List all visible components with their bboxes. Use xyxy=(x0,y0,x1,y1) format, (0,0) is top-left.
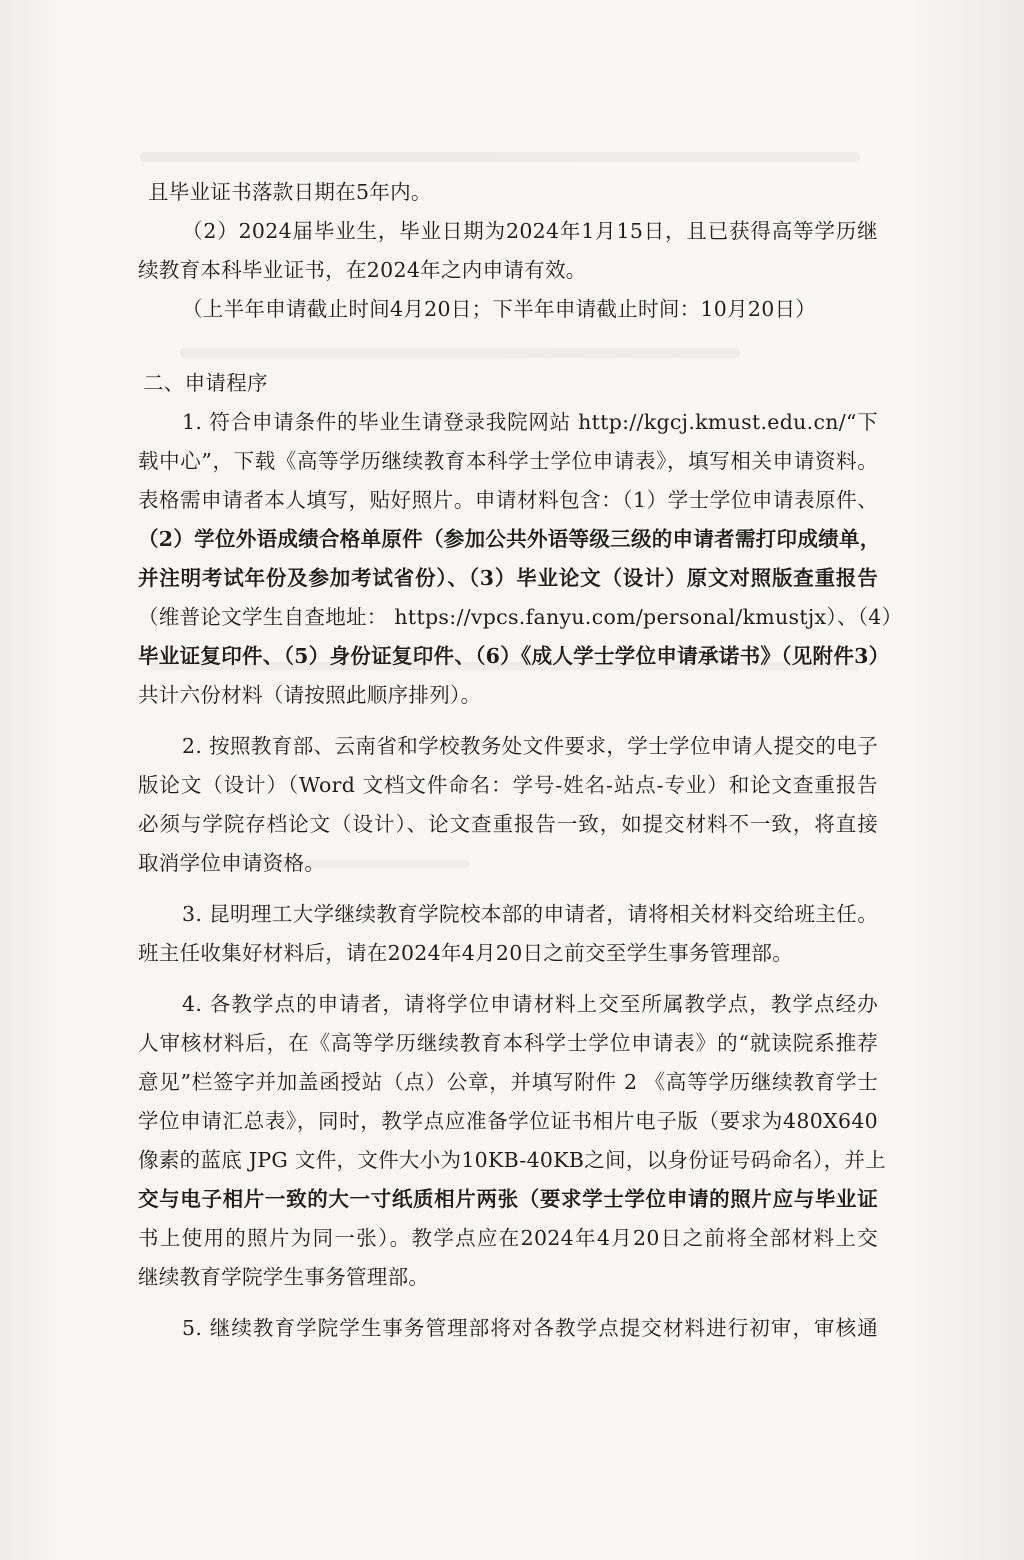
text-line: 共计六份材料（请按照此顺序排列）。 xyxy=(138,683,482,707)
text-line: 毕业证复印件、（5）身份证复印件、（6）《成人学士学位申请承诺书》（见附件3） xyxy=(138,644,890,668)
text-line: 1. 符合申请条件的毕业生请登录我院网站 http://kgcj.kmust.edu.cn/“下 xyxy=(182,410,878,434)
text-line: 意见”栏签字并加盖函授站（点）公章，并填写附件 2 《高等学历继续教育学士 xyxy=(138,1070,878,1094)
text-line: 2. 按照教育部、云南省和学校教务处文件要求，学士学位申请人提交的电子 xyxy=(182,734,878,758)
text-line: 版论文（设计）（Word 文档文件命名：学号-姓名-站点-专业）和论文查重报告 xyxy=(138,773,878,797)
text-line: 人审核材料后，在《高等学历继续教育本科学士学位申请表》的“就读院系推荐 xyxy=(138,1031,878,1055)
text-line: 4. 各教学点的申请者，请将学位申请材料上交至所属教学点，教学点经办 xyxy=(182,992,878,1016)
text-line: 且毕业证书落款日期在5年内。 xyxy=(148,180,432,204)
text-line: 取消学位申请资格。 xyxy=(138,851,326,875)
text-line: 5. 继续教育学院学生事务管理部将对各教学点提交材料进行初审，审核通 xyxy=(182,1316,878,1340)
text-line: （2）2024届毕业生，毕业日期为2024年1月15日，且已获得高等学历继 xyxy=(182,219,878,243)
show-through-mark xyxy=(140,152,860,162)
text-line: 学位申请汇总表》，同时，教学点应准备学位证书相片电子版（要求为480X640 xyxy=(138,1109,878,1133)
document-body xyxy=(138,173,903,1348)
text-line: 书上使用的照片为同一张）。教学点应在2024年4月20日之前将全部材料上交 xyxy=(138,1226,878,1250)
text-line: （上半年申请截止时间4月20日；下半年申请截止时间：10月20日） xyxy=(182,297,817,321)
text-line: 像素的蓝底 JPG 文件，文件大小为10KB-40KB之间，以身份证号码命名），并上 xyxy=(138,1148,887,1172)
text-line: 继续教育学院学生事务管理部。 xyxy=(138,1265,430,1289)
text-line: 必须与学院存档论文（设计）、论文查重报告一致，如提交材料不一致，将直接 xyxy=(138,812,878,836)
text-line: 班主任收集好材料后，请在2024年4月20日之前交至学生事务管理部。 xyxy=(138,941,793,965)
text-line: （2）学位外语成绩合格单原件（参加公共外语等级三级的申请者需打印成绩单， xyxy=(138,527,881,551)
text-line: 3. 昆明理工大学继续教育学院校本部的申请者，请将相关材料交给班主任。 xyxy=(182,902,878,926)
text-line: （维普论文学生自查地址： https://vpcs.fanyu.com/personal/kmustjx）、（4） xyxy=(138,605,903,629)
text-line: 载中心”，下载《高等学历继续教育本科学士学位申请表》，填写相关申请资料。 xyxy=(138,449,878,473)
text-line: 交与电子相片一致的大一寸纸质相片两张（要求学士学位申请的照片应与毕业证 xyxy=(138,1187,878,1211)
text-line: 并注明考试年份及参加考试省份）、（3）毕业论文（设计）原文对照版查重报告 xyxy=(138,566,878,590)
section-heading: 二、申请程序 xyxy=(143,371,268,395)
text-line: 表格需申请者本人填写，贴好照片。申请材料包含：（1）学士学位申请表原件、 xyxy=(138,488,878,512)
text-line: 续教育本科毕业证书，在2024年之内申请有效。 xyxy=(138,258,587,282)
